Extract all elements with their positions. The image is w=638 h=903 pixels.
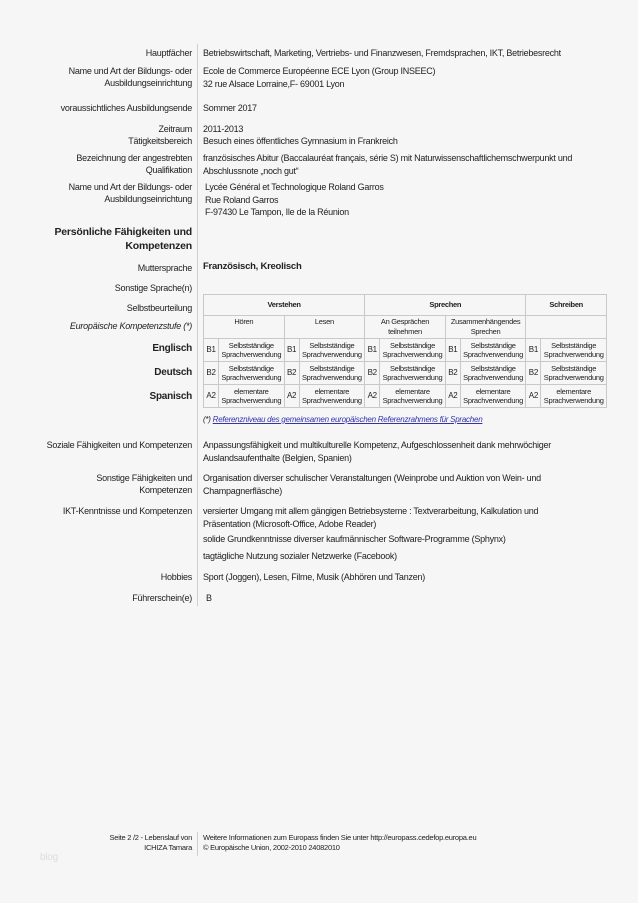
footer-divider xyxy=(197,832,198,856)
level-description: elementare Sprachverwendung xyxy=(460,385,526,408)
footer-line: Seite 2 /2 - Lebenslauf von xyxy=(109,833,192,842)
value-social xyxy=(203,439,551,464)
reference-link[interactable]: Referenzniveau des gemeinsamen europäischen Referenzrahmens für Sprachen xyxy=(212,415,483,424)
label-activity: Tätigkeitsbereich xyxy=(128,136,192,146)
level-code: B2 xyxy=(284,362,299,385)
table-subheader-row xyxy=(204,316,607,339)
level-description: Selbstständige Sprachverwendung xyxy=(380,362,446,385)
section-heading-skills xyxy=(54,225,192,253)
sub-header: Lesen xyxy=(284,316,365,339)
level-code: B1 xyxy=(526,339,541,362)
label-line: Ausbildungseinrichtung xyxy=(104,78,192,88)
table-group-header-row xyxy=(204,295,607,316)
value-line: Ecole de Commerce Européenne ECE Lyon (Group INSEEC) xyxy=(203,66,436,76)
value-main-subjects: Betriebswirtschaft, Marketing, Vertriebs- und Finanzwesen, Fremdsprachen, IKT, Betriebesrecht xyxy=(203,48,561,58)
level-code: B2 xyxy=(365,362,380,385)
value-line: Präsentation (Microsoft-Office, Adobe Reader) xyxy=(203,518,377,529)
level-code: B2 xyxy=(445,362,460,385)
level-description: Selbstständige Sprachverwendung xyxy=(299,339,365,362)
level-description: Selbstständige Sprachverwendung xyxy=(541,362,607,385)
level-code: A2 xyxy=(365,385,380,408)
value-line: F-97430 Le Tampon, Ile de la Réunion xyxy=(205,207,349,217)
value-line: Rue Roland Garros xyxy=(205,194,279,205)
value-period: 2011-2013 xyxy=(203,124,244,134)
table-row xyxy=(204,385,607,408)
label-other-languages: Sonstige Sprache(n) xyxy=(114,283,192,293)
level-code: B2 xyxy=(526,362,541,385)
level-code: B1 xyxy=(365,339,380,362)
label-line: Qualifikation xyxy=(145,165,192,175)
footer-line: Weitere Informationen zum Europass finden Sie unter http://europass.cedefop.europa.eu xyxy=(203,833,477,842)
sub-header: Zusammenhängendes Sprechen xyxy=(445,316,526,339)
label-institution2 xyxy=(69,181,192,205)
label-self-assessment: Selbstbeurteilung xyxy=(126,303,192,313)
column-divider xyxy=(197,44,198,606)
label-line: Kompetenzen xyxy=(139,485,192,495)
group-header: Verstehen xyxy=(204,295,365,316)
level-code: B1 xyxy=(445,339,460,362)
footer-line: ICHIZA Tamara xyxy=(144,843,192,852)
label-license: Führerschein(e) xyxy=(132,593,192,603)
value-line: Auslandsaufenthalte (Belgien, Spanien) xyxy=(203,452,352,463)
level-description: elementare Sprachverwendung xyxy=(219,385,285,408)
value-line: Champagnerfläsche) xyxy=(203,485,283,496)
level-description: Selbstständige Sprachverwendung xyxy=(299,362,365,385)
value-ict-2: solide Grundkenntnisse diverser kaufmännischer Software-Programme (Sphynx) xyxy=(203,534,506,544)
label-line: Name und Art der Bildungs- oder xyxy=(68,66,192,76)
label-institution1 xyxy=(69,65,192,89)
label-mother-tongue: Muttersprache xyxy=(137,263,192,273)
value-hobbies: Sport (Joggen), Lesen, Filme, Musik (Abhören und Tanzen) xyxy=(203,572,425,582)
heading-line: Kompetenzen xyxy=(125,240,192,252)
sub-header: An Gesprächen teilnehmen xyxy=(365,316,446,339)
label-ict: IKT-Kenntnisse und Kompetenzen xyxy=(62,506,192,516)
label-qualification xyxy=(76,152,192,176)
level-code: A2 xyxy=(526,385,541,408)
value-other-skills xyxy=(203,472,541,497)
value-line: Lycée Général et Technologique Roland Garros xyxy=(205,182,384,192)
level-code: A2 xyxy=(284,385,299,408)
table-row xyxy=(204,362,607,385)
level-description: elementare Sprachverwendung xyxy=(380,385,446,408)
label-social: Soziale Fähigkeiten und Kompetenzen xyxy=(46,440,192,450)
value-ict xyxy=(203,505,538,530)
value-line: französisches Abitur (Baccalauréat français, série S) mit Naturwissenschaftlichemschwerpunkt und xyxy=(203,153,573,163)
level-description: Selbstständige Sprachverwendung xyxy=(219,362,285,385)
level-description: Selbstständige Sprachverwendung xyxy=(541,339,607,362)
footer-line: © Europäische Union, 2002-2010 24082010 xyxy=(203,843,340,852)
reference-prefix: (*) xyxy=(203,415,213,424)
language-name: Deutsch xyxy=(154,367,192,378)
label-other-skills xyxy=(96,472,192,496)
value-line: Abschlussnote „noch gut“ xyxy=(203,165,299,176)
table-row xyxy=(204,339,607,362)
level-code: A2 xyxy=(445,385,460,408)
level-description: Selbstständige Sprachverwendung xyxy=(460,339,526,362)
level-code: B1 xyxy=(284,339,299,362)
level-description: Selbstständige Sprachverwendung xyxy=(460,362,526,385)
value-line: versierter Umgang mit allem gängigen Betriebsysteme : Textverarbeitung, Kalkulation und xyxy=(203,506,539,516)
footer-europass-info xyxy=(203,833,476,853)
level-code: A2 xyxy=(204,385,219,408)
label-expected-end: voraussichtliches Ausbildungsende xyxy=(60,103,192,113)
group-header: Sprechen xyxy=(365,295,526,316)
label-line: Ausbildungseinrichtung xyxy=(104,194,192,204)
label-line: Bezeichnung der angestrebten xyxy=(76,153,192,163)
level-code: B1 xyxy=(204,339,219,362)
level-description: elementare Sprachverwendung xyxy=(299,385,365,408)
value-institution2 xyxy=(205,181,384,219)
group-header: Schreiben xyxy=(526,295,607,316)
reference-note xyxy=(203,415,482,424)
value-mother-tongue: Französisch, Kreolisch xyxy=(203,261,302,272)
language-name: Spanisch xyxy=(149,391,192,402)
heading-line: Persönliche Fähigkeiten und xyxy=(54,226,192,238)
label-hobbies: Hobbies xyxy=(160,572,192,582)
level-description: Selbstständige Sprachverwendung xyxy=(219,339,285,362)
value-expected-end: Sommer 2017 xyxy=(203,103,257,113)
label-main-subjects: Hauptfächer xyxy=(145,48,192,58)
language-skills-table xyxy=(203,294,607,408)
label-european-level: Europäische Kompetenzstufe (*) xyxy=(69,321,192,331)
value-qualification xyxy=(203,152,572,177)
sub-header xyxy=(526,316,607,339)
level-code: B2 xyxy=(204,362,219,385)
label-period: Zeitraum xyxy=(158,124,192,134)
value-line: Organisation diverser schulischer Veranstaltungen (Weinprobe und Auktion von Wein- und xyxy=(203,473,541,483)
value-institution1 xyxy=(203,65,435,90)
language-name: Englisch xyxy=(152,343,192,354)
value-license: B xyxy=(206,593,212,603)
label-line: Name und Art der Bildungs- oder xyxy=(68,182,192,192)
level-description: elementare Sprachverwendung xyxy=(541,385,607,408)
value-line: Anpassungsfähigkeit und multikulturelle Kompetenz, Aufgeschlossenheit dank mehrwöchiger xyxy=(203,440,551,450)
watermark: blog xyxy=(40,852,58,863)
label-line: Sonstige Fähigkeiten und xyxy=(96,473,192,483)
level-description: Selbstständige Sprachverwendung xyxy=(380,339,446,362)
table-body xyxy=(204,339,607,408)
value-activity: Besuch eines öffentliches Gymnasium in Frankreich xyxy=(203,136,398,146)
value-ict-3: tagtägliche Nutzung sozialer Netzwerke (Facebook) xyxy=(203,551,397,561)
sub-header: Hören xyxy=(204,316,285,339)
footer-page-info xyxy=(110,833,192,853)
value-line: 32 rue Alsace Lorraine,F- 69001 Lyon xyxy=(203,78,345,89)
